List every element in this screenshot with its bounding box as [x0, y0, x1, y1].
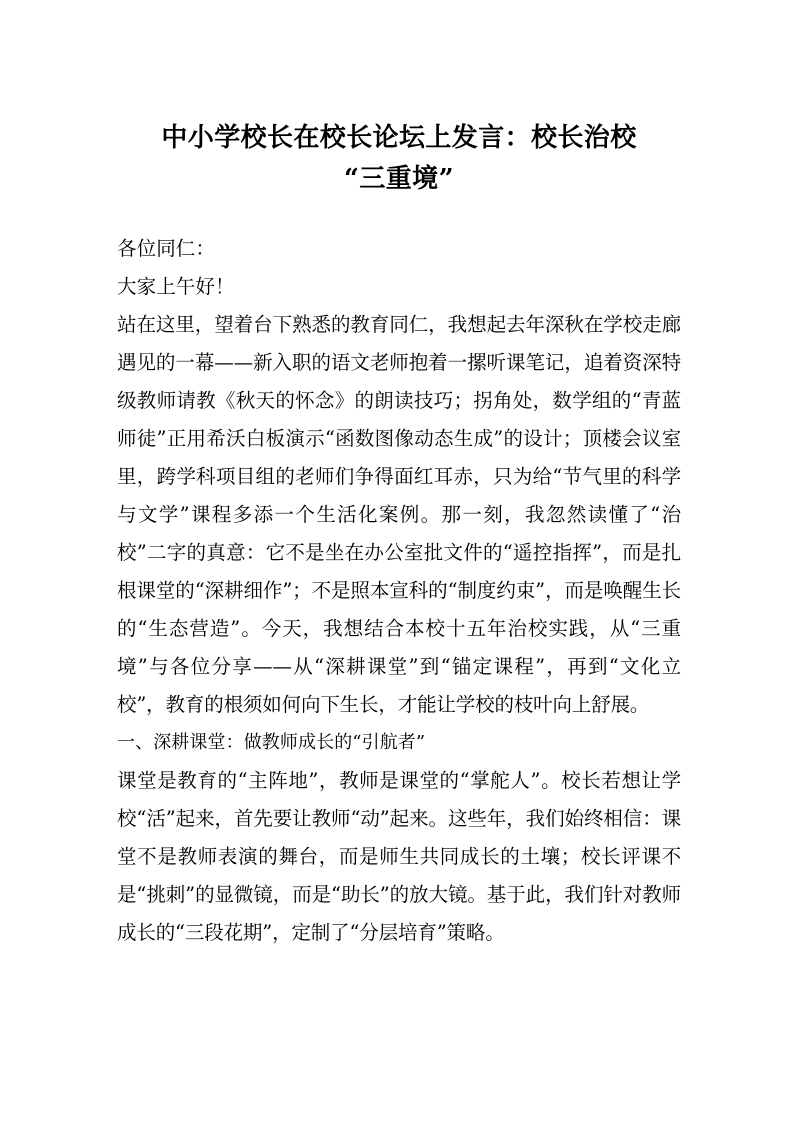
paragraph-salutation: 各位同仁：: [117, 237, 216, 260]
document-content: [117, 0, 681, 952]
paragraph-opening-anecdote: 站在这里，望着台下熟悉的教育同仁，我想起去年深秋在学校走廊遇见的一幕——新入职的语文老师抱着一摞听课笔记，追着资深特级教师请教《秋天的怀念》的朗读技巧；拐角处，数学组的“青蓝师徒”正用希沃白板演示“函数图像动态生成”的设计；顶楼会议室里，跨学科项目组的老师们争得面红耳赤，只为给“节气里的科学与文学”课程多添一个生活化案例。那一刻，我忽然读懂了“治校”二字的真意：它不是坐在办公室批文件的“遥控指挥”，而是扎根课堂的“深耕细作”；不是照本宣科的“制度约束”，而是唤醒生长的“生态营造”。今天，我想结合本校十五年治校实践，从“三重境”与各位分享——从“深耕课堂”到“锚定课程”，再到“文化立校”，教育的根须如何向下生长，才能让学校的枝叶向上舒展。: [117, 313, 681, 716]
page-title: [117, 0, 681, 200]
page-title-line-2: “三重境”: [344, 164, 454, 194]
paragraph-greeting: 大家上午好！: [117, 275, 235, 298]
page-title-line-1: 中小学校长在校长论坛上发言：校长治校: [161, 123, 637, 153]
section-heading-one: 一、深耕课堂：做教师成长的“引航者”: [117, 732, 426, 753]
document-body: [117, 230, 681, 952]
paragraph-section-one-body: 课堂是教育的“主阵地”，教师是课堂的“掌舵人”。校长若想让学校“活”起来，首先要让教师“动”起来。这些年，我们始终相信：课堂不是教师表演的舞台，而是师生共同成长的土壤；校长评课不是“挑刺”的显微镜，而是“助长”的放大镜。基于此，我们针对教师成长的“三段花期”，定制了“分层培育”策略。: [117, 769, 681, 944]
